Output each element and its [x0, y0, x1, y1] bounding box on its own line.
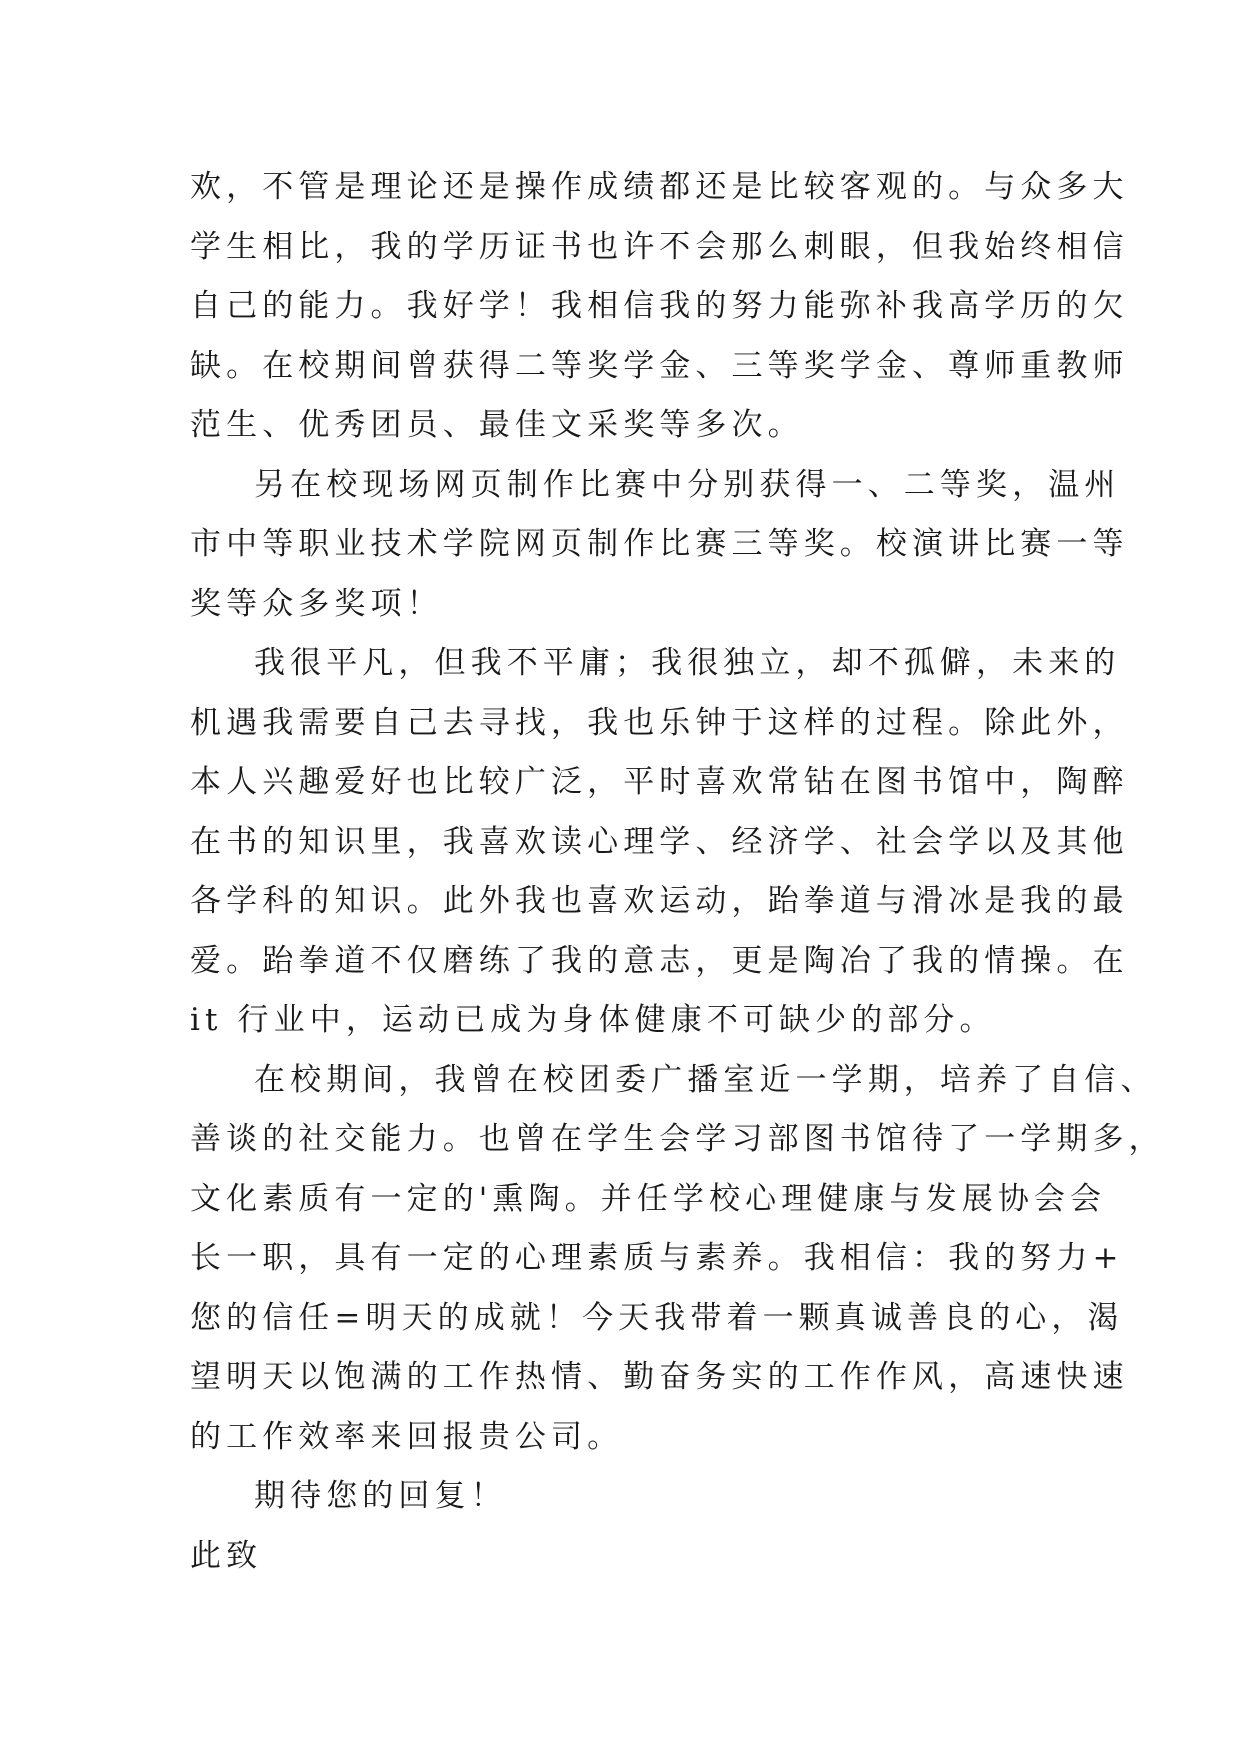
text-line: 善谈的社交能力。也曾在学生会学习部图书馆待了一学期多， [190, 1121, 1165, 1157]
text-line: 欢，不管是理论还是操作成绩都还是比较客观的。与众多大 [190, 169, 1129, 205]
text-line: 您的信任=明天的成就！今天我带着一颗真诚善良的心，渴 [190, 1299, 1124, 1336]
paragraph-start-line: 我很平凡，但我不平庸；我很独立，却不孤僻，未来的 [254, 645, 1121, 681]
salutation-line: 此致 [190, 1537, 263, 1574]
text-line: 奖等众多奖项！ [190, 585, 443, 622]
text-line: 缺。在校期间曾获得二等奖学金、三等奖学金、尊师重教师 [190, 347, 1129, 384]
text-line: 本人兴趣爱好也比较广泛，平时喜欢常钻在图书馆中，陶醉 [190, 764, 1129, 800]
paragraph-start-line: 另在校现场网页制作比赛中分别获得一、二等奖，温州 [254, 466, 1121, 503]
text-line: it 行业中，运动已成为身体健康不可缺少的部分。 [190, 1002, 996, 1038]
text-line: 市中等职业技术学院网页制作比赛三等奖。校演讲比赛一等 [190, 526, 1129, 562]
text-line: 文化素质有一定的'熏陶。并任学校心理健康与发展协会会 [190, 1180, 1107, 1217]
paragraph-start-line: 在校期间，我曾在校团委广播室近一学期，培养了自信、 [254, 1061, 1157, 1098]
text-line: 学生相比，我的学历证书也许不会那么刺眼，但我始终相信 [190, 228, 1129, 265]
text-line: 望明天以饱满的工作热情、勤奋务实的工作作风，高速快速 [190, 1359, 1129, 1395]
text-line: 范生、优秀团员、最佳文采奖等多次。 [190, 407, 804, 443]
closing-line: 期待您的回复！ [254, 1478, 507, 1514]
text-line: 在书的知识里，我喜欢读心理学、经济学、社会学以及其他 [190, 823, 1129, 860]
text-line: 机遇我需要自己去寻找，我也乐钟于这样的过程。除此外， [190, 704, 1129, 741]
text-line: 爱。跆拳道不仅磨练了我的意志，更是陶冶了我的情操。在 [190, 942, 1129, 979]
text-line: 长一职，具有一定的心理素质与素养。我相信：我的努力+ [190, 1240, 1124, 1276]
letter-body [190, 158, 1165, 1586]
text-line: 的工作效率来回报贵公司。 [190, 1418, 624, 1455]
text-line: 自己的能力。我好学！我相信我的努力能弥补我高学历的欠 [190, 288, 1129, 324]
text-line: 各学科的知识。此外我也喜欢运动，跆拳道与滑冰是我的最 [190, 883, 1129, 919]
